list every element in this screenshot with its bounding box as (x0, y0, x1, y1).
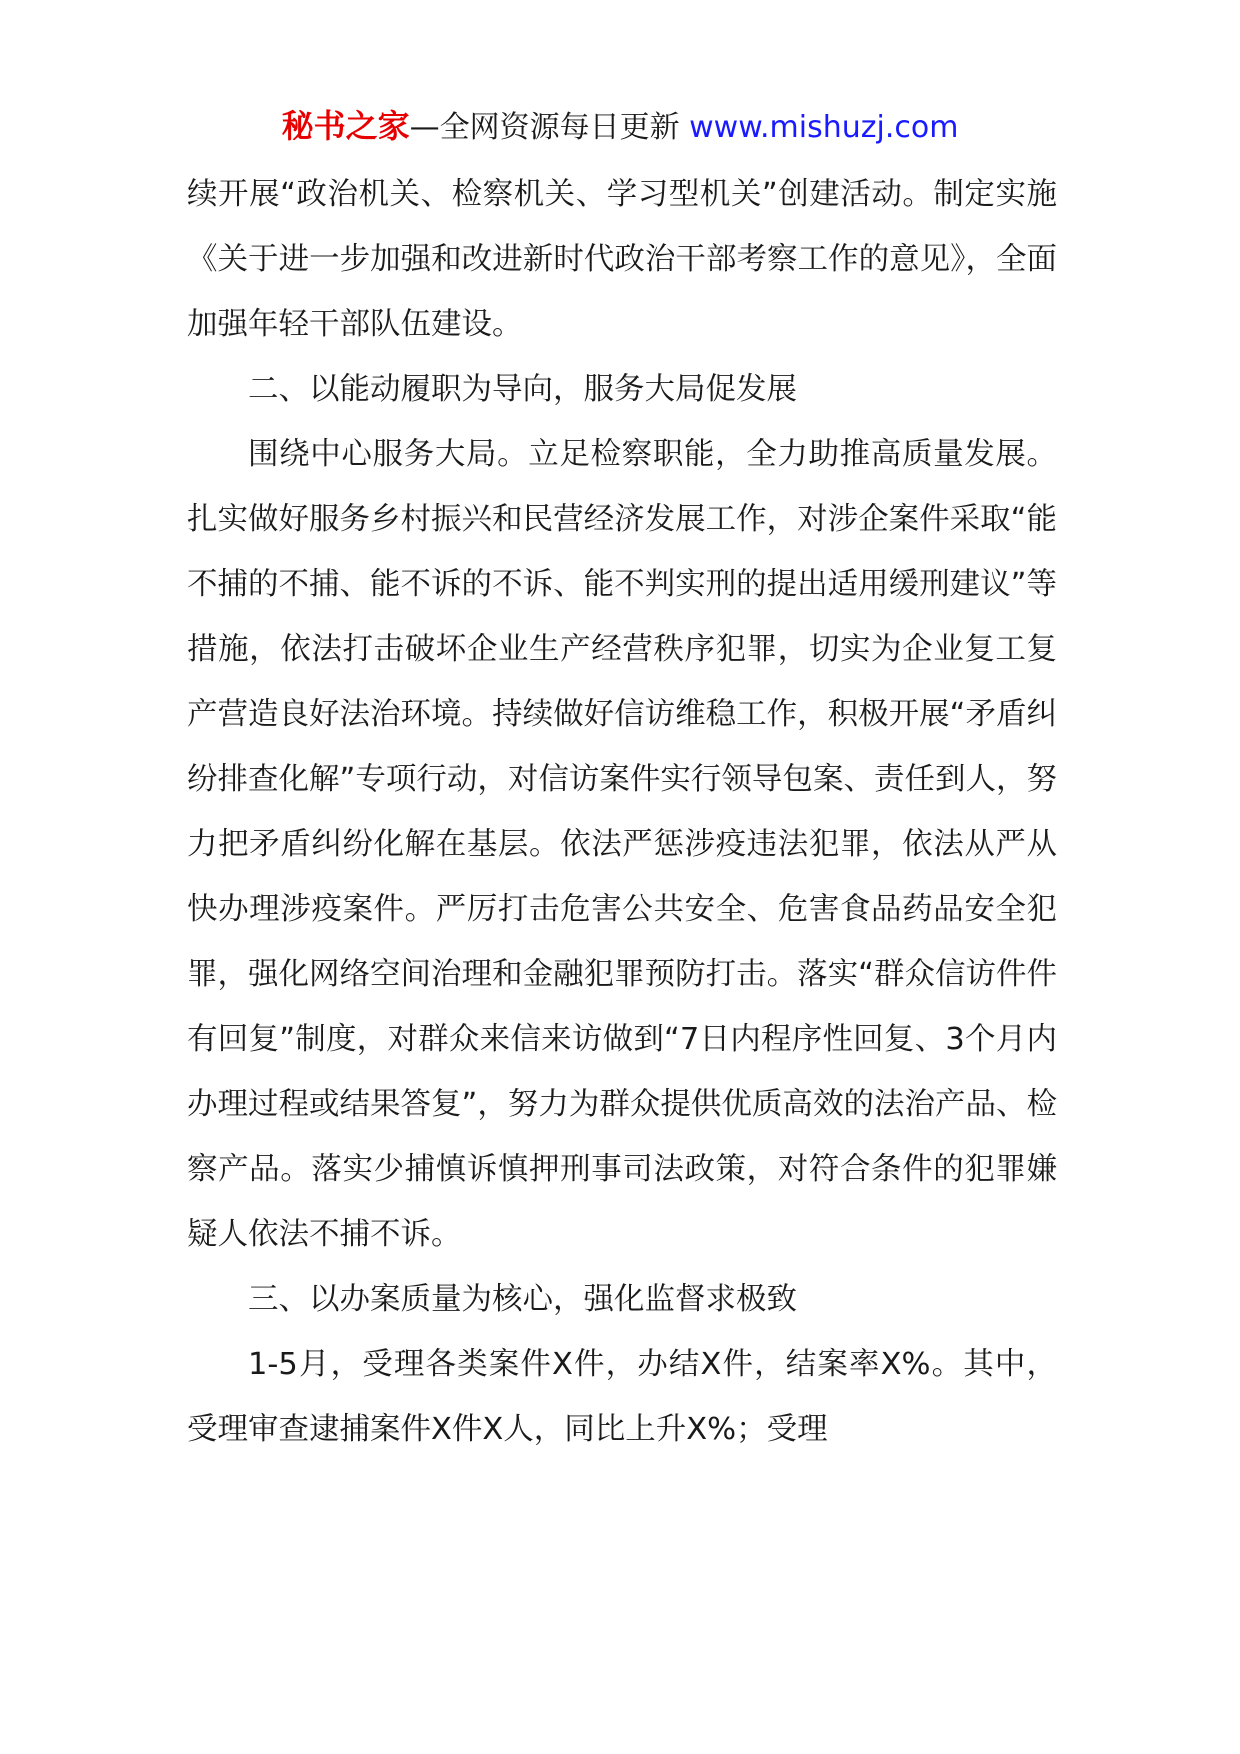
section-heading-2: 二、以能动履职为导向，服务大局促发展 (248, 372, 797, 407)
site-url-link[interactable]: www.mishuzj.com (689, 110, 959, 145)
paragraph-service: 围绕中心服务大局。立足检察职能，全力助推高质量发展。扎实做好服务乡村振兴和民营经济发展工作，对涉企案件采取“能不捕的不捕、能不诉的不诉、能不判实刑的提出适用缓刑建议”等措施，依法打击破坏企业生产经营秩序犯罪，切实为企业复工复产营造良好法治环境。持续做好信访维稳工作，积极开展“矛盾纠纷排查化解”专项行动，对信访案件实行领导包案、责任到人，努力把矛盾纠纷化解在基层。依法严惩涉疫违法犯罪，依法从严从快办理涉疫案件。严厉打击危害公共安全、危害食品药品安全犯罪，强化网络空间治理和金融犯罪预防打击。落实“群众信访件件有回复”制度，对群众来信来访做到“7日内程序性回复、3个月内办理过程或结果答复”，努力为群众提供优质高效的法治产品、检察产品。落实少捕慎诉慎押刑事司法政策，对符合条件的犯罪嫌疑人依法不捕不诉。 (187, 437, 1057, 1252)
header-slogan: —全网资源每日更新 (409, 110, 690, 145)
document-body (187, 162, 1057, 1462)
brand-name: 秘书之家 (281, 107, 410, 145)
section-heading-3: 三、以办案质量为核心，强化监督求极致 (248, 1282, 797, 1317)
paragraph-continuation: 续开展“政治机关、检察机关、学习型机关”创建活动。制定实施《关于进一步加强和改进新时代政治干部考察工作的意见》，全面加强年轻干部队伍建设。 (187, 177, 1057, 342)
site-header (0, 104, 1240, 150)
paragraph-statistics: 1-5月，受理各类案件X件，办结X件，结案率X%。其中，受理审查逮捕案件X件X人，同比上升X%；受理 (187, 1347, 1057, 1447)
